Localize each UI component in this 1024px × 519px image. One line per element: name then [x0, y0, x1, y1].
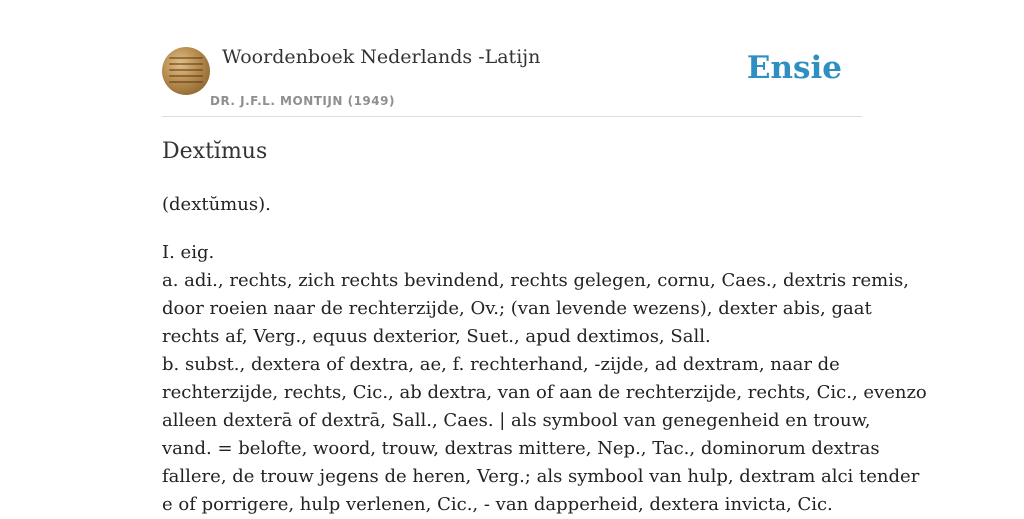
- entry-line: a. adi., rechts, zich rechts bevindend, rechts gelegen, cornu, Caes., dextris remis,: [162, 270, 909, 291]
- coin-inscription-icon[interactable]: [162, 47, 210, 95]
- entry-line: fallere, de trouw jegens de heren, Verg.; als symbool van hulp, dextram alci tender: [162, 466, 920, 487]
- entry-line: b. subst., dextera of dextra, ae, f. rechterhand, -zijde, ad dextram, naar de: [162, 354, 840, 375]
- entry-line: vand. = belofte, woord, trouw, dextras mittere, Nep., Tac., dominorum dextras: [162, 438, 880, 459]
- ensie-logo-link[interactable]: Ensie: [746, 50, 842, 86]
- entry-variant: (dextŭmus).: [162, 194, 271, 215]
- entry-line: alleen dexterā of dextrā, Sall., Caes. | als symbool van genegenheid en trouw,: [162, 410, 871, 431]
- book-title[interactable]: Woordenboek Nederlands -Latijn: [222, 46, 541, 68]
- coin-inscription-lines: [169, 57, 203, 87]
- header: [162, 40, 862, 117]
- entry-line: rechterzijde, rechts, Cic., ab dextra, van of aan de rechterzijde, rechts, Cic., evenzo: [162, 382, 927, 403]
- entry-body: [162, 239, 927, 519]
- entry-line: door roeien naar de rechterzijde, Ov.; (van levende wezens), dexter abis, gaat: [162, 298, 872, 319]
- entry-line: e of porrigere, hulp verlenen, Cic., - van dapperheid, dextera invicta, Cic.: [162, 494, 833, 515]
- entry-line: rechts af, Verg., equus dexterior, Suet., apud dextimos, Sall.: [162, 326, 711, 347]
- entry-headword: Dextĭmus: [162, 139, 268, 164]
- author-label: DR. J.F.L. MONTIJN (1949): [210, 94, 395, 108]
- entry-line: I. eig.: [162, 242, 215, 263]
